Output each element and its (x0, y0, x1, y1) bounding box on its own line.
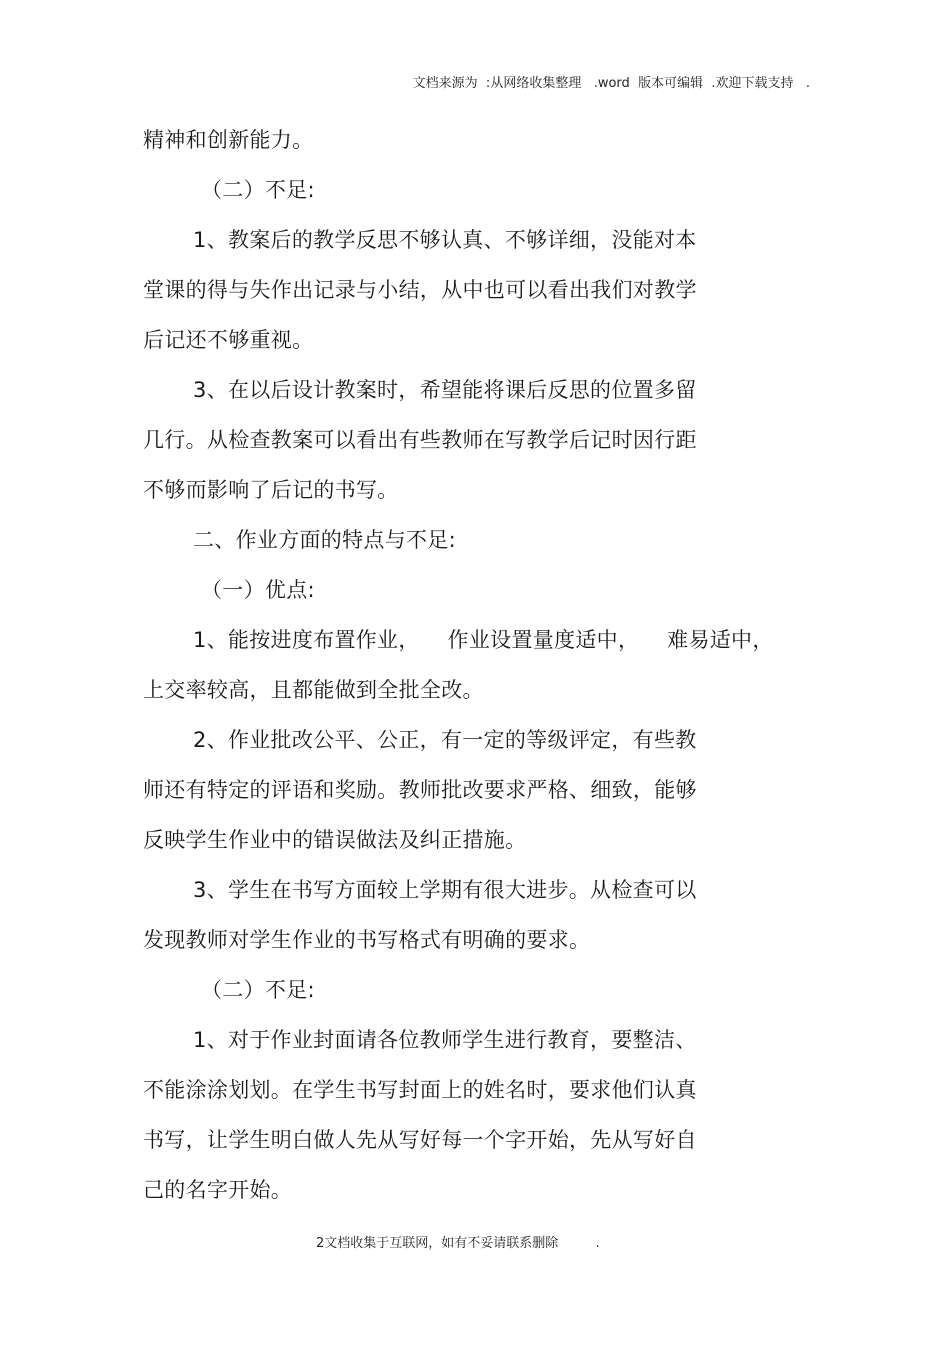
paragraph-line: 不够而影响了后记的书写。 (143, 478, 399, 502)
paragraph-line: 师还有特定的评语和奖励。教师批改要求严格、细致，能够 (143, 778, 697, 802)
paragraph-line: 发现教师对学生作业的书写格式有明确的要求。 (143, 928, 591, 952)
paragraph-line: 后记还不够重视。 (143, 328, 314, 352)
paragraph-line: 上交率较高，且都能做到全批全改。 (143, 678, 484, 702)
paragraph-line: 1、能按进度布置作业， 作业设置量度适中， 难易适中， (193, 628, 774, 652)
paragraph-line: 3、学生在书写方面较上学期有很大进步。从检查可以 (193, 878, 697, 902)
page-footer: 2文档收集于互联网，如有不妥请联系删除 . (316, 1236, 600, 1251)
body-text (143, 125, 783, 1225)
paragraph-line: 反映学生作业中的错误做法及纠正措施。 (143, 828, 527, 852)
paragraph-line: 书写，让学生明白做人先从写好每一个字开始，先从写好自 (143, 1128, 697, 1152)
paragraph-line: 2、作业批改公平、公正，有一定的等级评定，有些教 (193, 728, 697, 752)
paragraph-line: 1、教案后的教学反思不够认真、不够详细，没能对本 (193, 228, 697, 252)
section-heading: （一）优点: (201, 578, 315, 602)
section-heading: （二）不足: (201, 978, 315, 1002)
section-heading: 二、作业方面的特点与不足: (193, 528, 456, 552)
paragraph-line: 不能涂涂划划。在学生书写封面上的姓名时，要求他们认真 (143, 1078, 697, 1102)
paragraph-line: 己的名字开始。 (143, 1178, 293, 1202)
section-heading: （二）不足: (201, 178, 315, 202)
page-header: 文档来源为 :从网络收集整理 .word 版本可编辑 .欢迎下载支持 . (412, 76, 810, 91)
paragraph-line: 精神和创新能力。 (143, 128, 314, 152)
paragraph-line: 几行。从检查教案可以看出有些教师在写教学后记时因行距 (143, 428, 697, 452)
paragraph-line: 1、对于作业封面请各位教师学生进行教育，要整洁、 (193, 1028, 697, 1052)
paragraph-line: 堂课的得与失作出记录与小结，从中也可以看出我们对教学 (143, 278, 697, 302)
paragraph-line: 3、在以后设计教案时，希望能将课后反思的位置多留 (193, 378, 697, 402)
